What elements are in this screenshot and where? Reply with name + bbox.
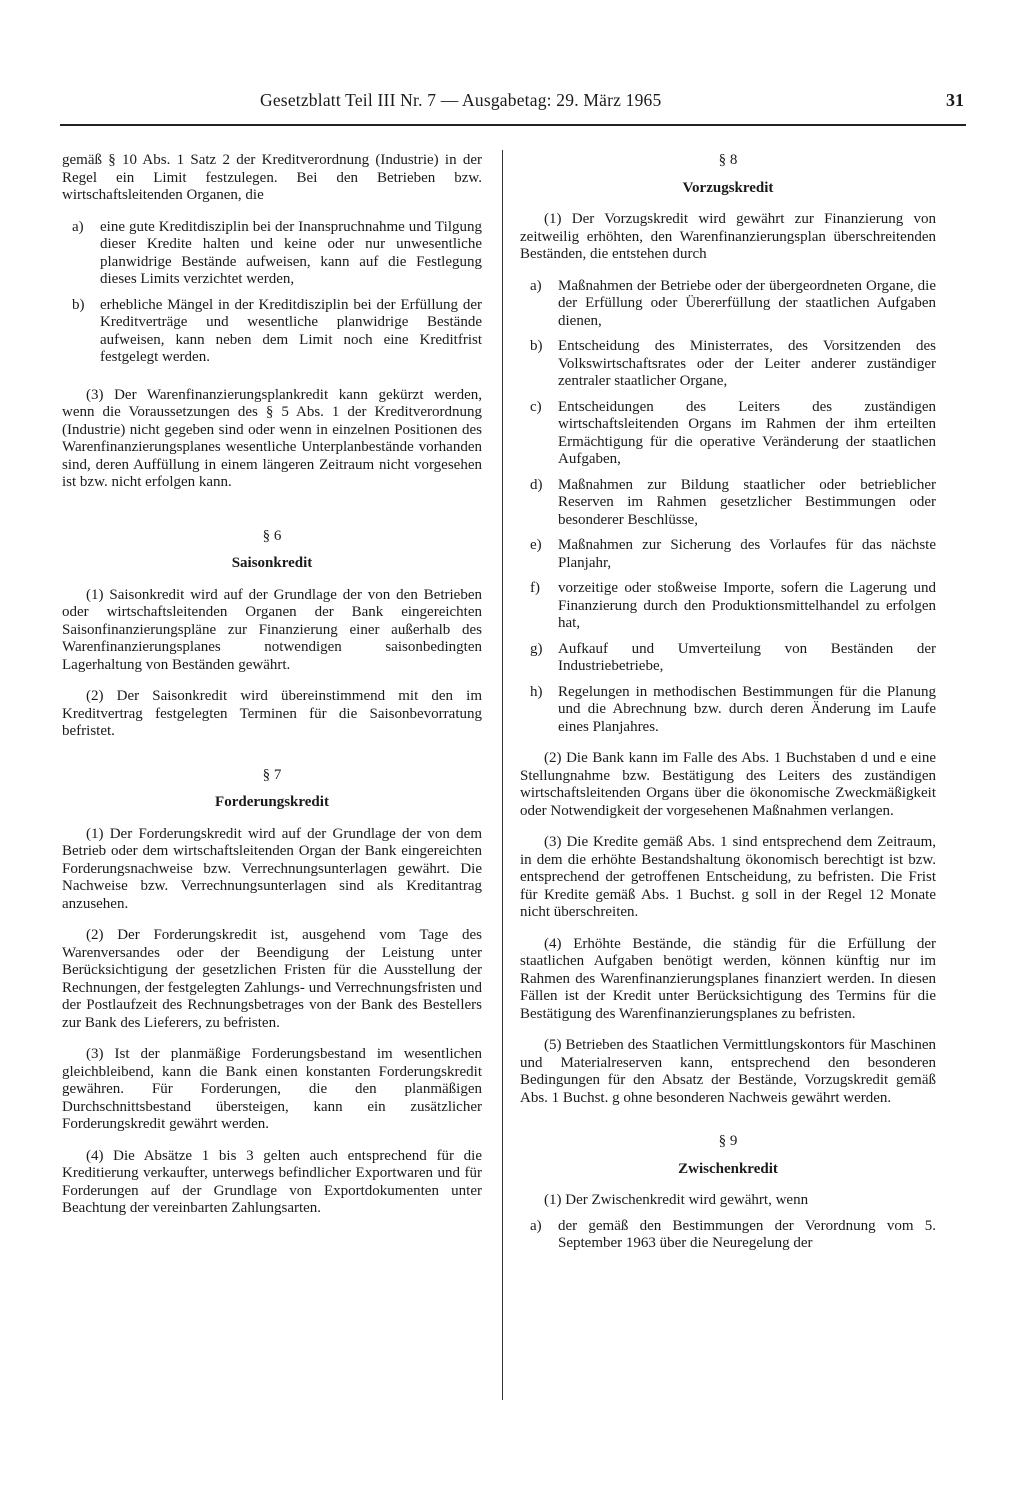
section-8-paragraph-4: (4) Erhöhte Bestände, die ständig für die Erfüllung der staatlichen Aufgaben benötigt werden, können künftig nur im Rahmen des Warenfinanzierungsplanes finanziert werden. In diesen Fällen ist der Kredit unter Berücksichtigung des Termins für die Bestätigung des Warenfinanzierungsplanes zu befristen. <box>520 935 936 1022</box>
section-7-number: § 7 <box>262 766 282 783</box>
item-text: vorzeitige oder stoßweise Importe, sofern die Lagerung und Finanzierung durch den Produktionsmittelhandel zu erfolgen hat, <box>558 580 936 631</box>
item-label: d) <box>530 476 543 493</box>
item-text: Maßnahmen zur Bildung staatlicher oder betrieblicher Reserven im Rahmen gesetzlicher Bestimmungen oder besonderer Beschlüsse, <box>558 476 936 528</box>
item-label: a) <box>530 277 542 294</box>
item-text: eine gute Kreditdisziplin bei der Inanspruchnahme und Tilgung dieser Kredite halten und keine oder nur unwesentliche planwidrige Bestände aufweisen, kann auf die Festlegung dieses Limits verzichtet werden, <box>100 218 482 287</box>
header-rule <box>60 124 966 126</box>
list-item <box>520 1218 936 1253</box>
section-7-paragraph-3: (3) Ist der planmäßige Forderungsbestand im wesentlichen gleichbleibend, kann die Bank einen konstanten Forderungskredit gewähren. Für Forderungen, die den planmäßigen Durchschnittsbestand übersteigen, kann ein zusätzlicher Forderungskredit gewährt werden. <box>62 1046 482 1132</box>
section-8-paragraph-2: (2) Die Bank kann im Falle des Abs. 1 Buchstaben d und e eine Stellungnahme bzw. Bestätigung des Leiters des zuständigen wirtschaftsleitenden Organs über die ökonomische Zweckmäßigkeit oder Notwendigkeit der vorgesehenen Maßnahmen verlangen. <box>520 750 936 819</box>
page-number: 31 <box>946 90 964 110</box>
item-label: h) <box>530 683 543 700</box>
section-8-paragraph-1: (1) Der Vorzugskredit wird gewährt zur Finanzierung von zeitweilig erhöhten, den Warenfinanzierungsplan überschreitenden Beständen, die entstehen durch <box>520 211 936 262</box>
section-6-paragraph-1: (1) Saisonkredit wird auf der Grundlage der von den Betrieben oder wirtschaftsleitenden Organen der Bank eingereichten Saisonfinanzierungspläne zur Finanzierung einer außerhalb des Warenfinanzierungsplanes notwendigen saisonbedingten Lagerhaltung von Beständen gewährt. <box>62 586 482 673</box>
section-9-number: § 9 <box>718 1133 738 1149</box>
item-label: e) <box>530 537 542 553</box>
section-8-paragraph-3: (3) Die Kredite gemäß Abs. 1 sind entsprechend dem Zeitraum, in dem die erhöhte Bestandshaltung ökonomisch berechtigt ist bzw. entsprechend der getroffenen Entscheidung, zu befristen. Die Frist für Kredite gemäß Abs. 1 Buchst. g soll in der Regel 12 Monate nicht überschreiten. <box>520 834 936 920</box>
item-text: erhebliche Mängel in der Kreditdisziplin bei der Erfüllung der Kreditverträge und wesentliche planwidrige Bestände aufweisen, kann neben dem Limit noch eine Kreditfrist festgelegt werden. <box>100 296 482 365</box>
item-text: Maßnahmen der Betriebe oder der übergeordneten Organe, die der Erfüllung oder Übererfüllung der staatlichen Aufgaben dienen, <box>558 277 936 329</box>
section-7-paragraph-1: (1) Der Forderungskredit wird auf der Grundlage der von dem Betrieb oder dem wirtschaftsleitenden Organ der Bank eingereichten Forderungsnachweise bzw. Verrechnungsunterlagen gewährt. Die Nachweise bzw. Verrechnungsunterlagen sind als Kreditantrag anzusehen. <box>62 825 482 912</box>
section-6-number: § 6 <box>262 527 282 544</box>
list-item <box>520 399 936 469</box>
item-text: Regelungen in methodischen Bestimmungen für die Planung und die Abrechnung bzw. durch deren Änderung im Laufe eines Planjahres. <box>558 683 936 735</box>
item-text: Entscheidungen des Leiters des zuständigen wirtschaftsleitenden Organs im Rahmen der ihm erteilten Ermächtigung für die operative Veränderung der staatlichen Aufgaben, <box>558 398 936 467</box>
header-title: Gesetzblatt Teil III Nr. 7 — Ausgabetag: 29. März 1965 <box>260 90 662 110</box>
section-6-title: Saisonkredit <box>231 555 313 571</box>
item-label: g) <box>530 640 543 657</box>
item-label: c) <box>530 398 542 415</box>
item-label: a) <box>530 1217 542 1234</box>
section-9-paragraph-1: (1) Der Zwischenkredit wird gewährt, wenn <box>544 1192 809 1208</box>
intro-paragraph: gemäß § 10 Abs. 1 Satz 2 der Kreditverordnung (Industrie) in der Regel ein Limit festzulegen. Bei den Betrieben bzw. wirtschaftsleitenden Organen, die <box>62 152 482 203</box>
list-item <box>62 297 482 367</box>
item-label: f) <box>530 580 540 596</box>
paragraph-3: (3) Der Warenfinanzierungsplankredit kann gekürzt werden, wenn die Voraussetzungen des § 5 Abs. 1 der Kreditverordnung (Industrie) nicht gegeben sind oder wenn in einzelnen Positionen des Warenfinanzierungsplanes wesentliche Unterplanbestände vorhanden sind, deren Auffüllung in einem längeren Zeitraum nicht vorgesehen ist bzw. nicht erfolgen kann. <box>62 386 482 490</box>
item-label: a) <box>72 218 84 235</box>
section-7-title: Forderungskredit <box>215 794 329 810</box>
section-6-paragraph-2: (2) Der Saisonkredit wird übereinstimmend mit den im Kreditvertrag festgelegten Terminen für die Saisonbevorratung befristet. <box>62 688 482 739</box>
page-header <box>60 88 964 118</box>
list-item <box>520 641 936 676</box>
section-8-title: Vorzugskredit <box>682 179 774 196</box>
section-8-paragraph-5: (5) Betrieben des Staatlichen Vermittlungskontors für Maschinen und Materialreserven kann, entsprechend den besonderen Bedingungen für den Absatz der Bestände, Vorzugskredit gemäß Abs. 1 Buchst. g ohne besonderen Nachweis gewährt werden. <box>520 1037 936 1106</box>
item-text: der gemäß den Bestimmungen der Verordnung vom 5. September 1963 über die Neuregelung der <box>558 1217 936 1251</box>
section-7-paragraph-4: (4) Die Absätze 1 bis 3 gelten auch entsprechend für die Kreditierung verkaufter, unterwegs befindlicher Exportwaren und für Forderungen auf der Grundlage von Exportdokumenten unter Beachtung der vereinbarten Zahlungsarten. <box>62 1147 482 1216</box>
list-item <box>520 477 936 530</box>
list-item <box>520 537 936 572</box>
list-item <box>62 219 482 289</box>
list-item <box>520 338 936 391</box>
list-item <box>520 580 936 633</box>
right-column <box>520 152 936 1261</box>
list-item <box>520 278 936 331</box>
item-label: b) <box>530 338 543 354</box>
list-item <box>520 684 936 737</box>
left-column <box>62 152 482 1232</box>
item-text: Entscheidung des Ministerrates, des Vorsitzenden des Volkswirtschaftsrates oder der Leiter anderer zuständiger zentraler staatlicher Organe, <box>558 338 936 389</box>
section-9-title: Zwischenkredit <box>678 1160 778 1177</box>
column-divider <box>502 150 503 1400</box>
section-8-number: § 8 <box>718 152 738 168</box>
item-text: Maßnahmen zur Sicherung des Vorlaufes für das nächste Planjahr, <box>558 537 936 571</box>
item-label: b) <box>72 296 85 313</box>
item-text: Aufkauf und Umverteilung von Beständen der Industriebetriebe, <box>558 640 936 674</box>
section-7-paragraph-2: (2) Der Forderungskredit ist, ausgehend vom Tage des Warenversandes oder der Beendigung der Leistung unter Berücksichtigung der gesetzlichen Fristen für die Ausstellung der Rechnungen, der festgelegten Zahlungs- und Verrechnungsfristen und der Postlaufzeit des Rechnungsbetrages von der Bank des Bestellers zur Bank des Lieferers, zu befristen. <box>62 927 482 1031</box>
